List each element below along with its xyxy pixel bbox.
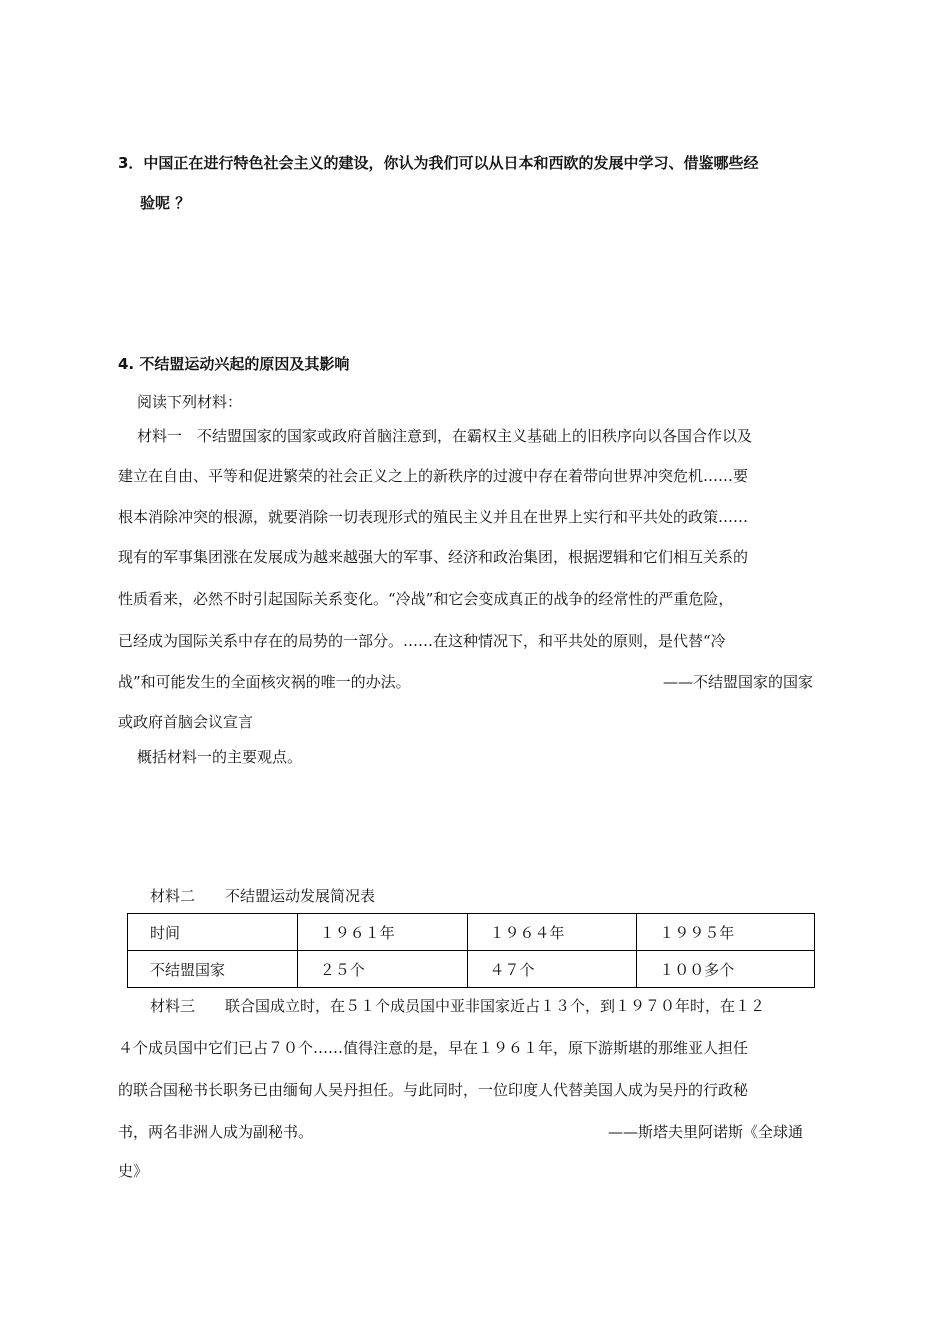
material-3-source-cont: 史》 bbox=[118, 1162, 149, 1180]
material-1-source: ——不结盟国家的国家 bbox=[663, 673, 814, 691]
material-1-line: 材料一 不结盟国家的国家或政府首脑注意到，在霸权主义基础上的旧秩序向以各国合作以及 bbox=[137, 427, 753, 445]
material-1-line: 战”和可能发生的全面核灾祸的唯一的办法。 bbox=[118, 673, 411, 691]
material-1-line: 已经成为国际关系中存在的局势的一部分。……在这种情况下，和平共处的原则，是代替“冷 bbox=[118, 632, 726, 650]
table-cell: 不结盟国家 bbox=[128, 951, 298, 988]
table-cell: ２５个 bbox=[297, 951, 467, 988]
material-3-line: ４个成员国中它们已占７０个……值得注意的是，早在１９６１年，原下游斯堪的那维亚人担任 bbox=[118, 1039, 749, 1057]
question-3-line-2: 验呢 ？ bbox=[140, 194, 191, 212]
material-2-title: 材料二 不结盟运动发展简况表 bbox=[150, 887, 376, 905]
material-3-line: 的联合国秘书长职务已由缅甸人吴丹担任。与此同时，一位印度人代替美国人成为吴丹的行政秘 bbox=[118, 1081, 749, 1099]
table-row bbox=[128, 951, 815, 988]
material-3-line: 材料三 联合国成立时，在５１个成员国中亚非国家近占１３个，到１９７０年时，在１２ bbox=[150, 997, 766, 1015]
material-3-source: ——斯塔夫里阿诺斯《全球通 bbox=[608, 1123, 804, 1141]
task-summarize: 概括材料一的主要观点。 bbox=[137, 748, 303, 766]
table-cell: １００多个 bbox=[637, 951, 815, 988]
table-cell: １９９５年 bbox=[637, 914, 815, 951]
instruction-text: 阅读下列材料： bbox=[137, 393, 243, 411]
table-cell: １９６１年 bbox=[297, 914, 467, 951]
question-3-line-1: 3．中国正在进行特色社会主义的建设，你认为我们可以从日本和西欧的发展中学习、借鉴哪些经 bbox=[118, 154, 759, 172]
development-table bbox=[127, 913, 815, 988]
material-1-line: 性质看来，必然不时引起国际关系变化。“冷战”和它会变成真正的战争的经常性的严重危险， bbox=[118, 590, 734, 608]
material-1-line: 建立在自由、平等和促进繁荣的社会正义之上的新秩序的过渡中存在着带向世界冲突危机……要 bbox=[118, 467, 749, 485]
table-row bbox=[128, 914, 815, 951]
table-cell: 时间 bbox=[128, 914, 298, 951]
table-cell: ４７个 bbox=[467, 951, 637, 988]
material-1-line: 现有的军事集团涨在发展成为越来越强大的军事、经济和政治集团，根据逻辑和它们相互关系的 bbox=[118, 548, 749, 566]
material-3-line: 书，两名非洲人成为副秘书。 bbox=[118, 1123, 314, 1141]
question-4-title: 4. 不结盟运动兴起的原因及其影响 bbox=[118, 355, 350, 373]
table-cell: １９６４年 bbox=[467, 914, 637, 951]
material-1-source-cont: 或政府首脑会议宣言 bbox=[118, 713, 254, 731]
material-1-line: 根本消除冲突的根源，就要消除一切表现形式的殖民主义并且在世界上实行和平共处的政策…… bbox=[118, 508, 749, 526]
